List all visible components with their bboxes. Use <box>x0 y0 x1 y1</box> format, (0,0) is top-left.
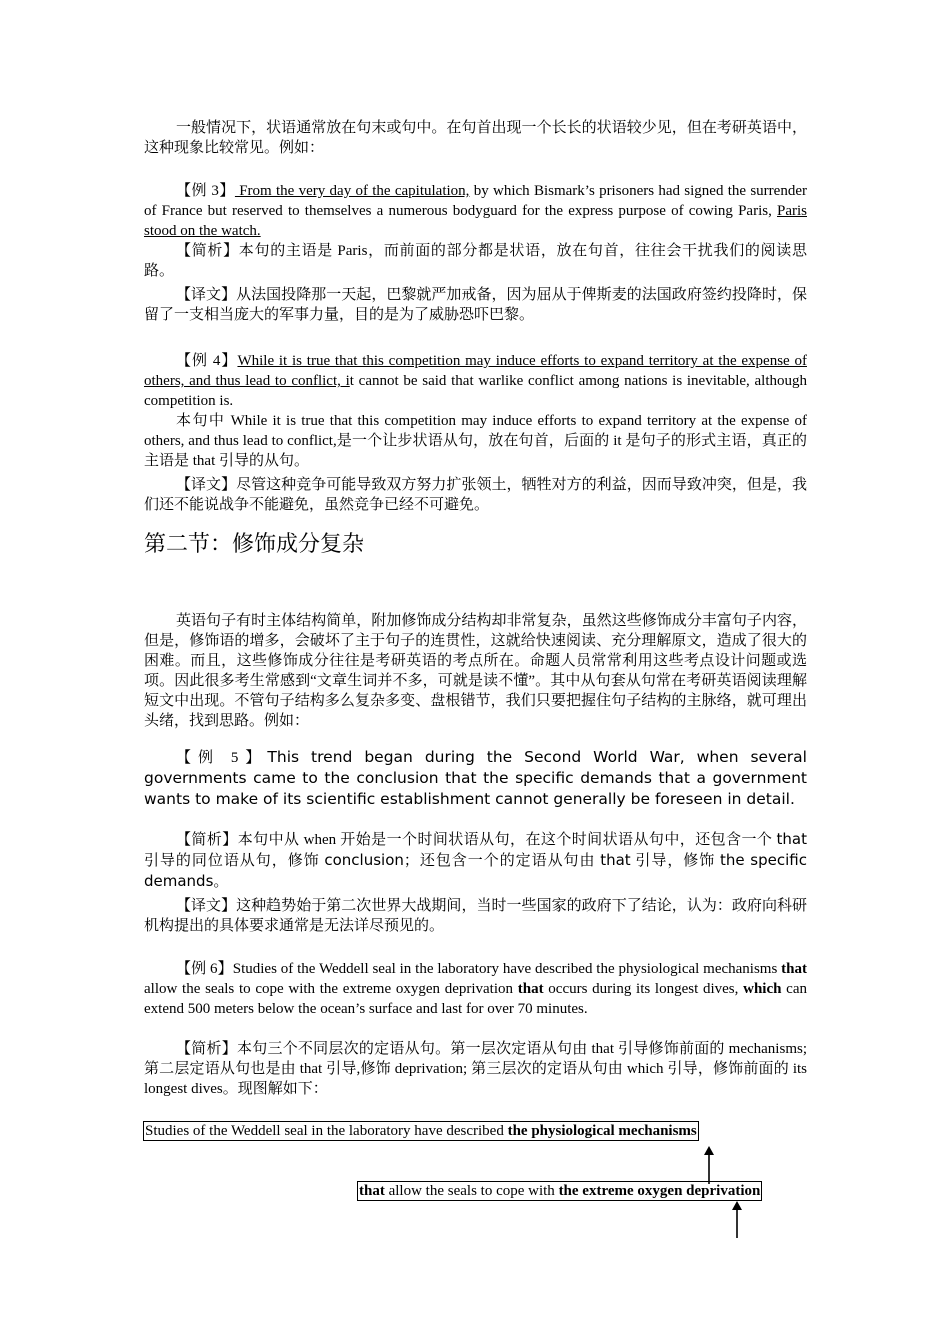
example-3-underlined-adverbial: From the very day of the capitulation, <box>234 183 470 199</box>
example-3-underlined-main: Paris stood on the watch. <box>144 203 807 239</box>
example-5-analysis: 【简析】本句中从 when 开始是一个时间状语从句，在这个时间状语从句中，还包含一个 that 引导的同位语从句，修饰 conclusion；还包含一个的定语从句由 that 引导，修饰 the specific demands。 <box>144 830 807 890</box>
example-5-translation: 【译文】这种趋势始于第二次世界大战期间，当时一些国家的政府下了结论，认为：政府向科研机构提出的具体要求通常是无法详尽预见的。 <box>144 898 807 934</box>
example-4-analysis: 本句中 While it is true that this competition may induce efforts to expand territory at the expense of others, and thus lead to conflict,是一个让步状语从句，放在句首，后面的 it 是句子的形式主语，真正的主语是 that 引导的从句。 <box>144 413 807 469</box>
example-5-label: 【例 5】 <box>176 750 268 766</box>
example-4-text: t cannot be said that warlike conflict among nations is inevitable, although competition is. <box>144 373 807 409</box>
example-5-sentence <box>144 747 807 810</box>
diagram-box-main-clause: Studies of the Weddell seal in the laboratory have described the physiological mechanisms <box>145 1123 697 1139</box>
example-4-translation: 【译文】尽管这种竞争可能导致双方努力扩张领土，牺牲对方的利益，因而导致冲突，但是，我们还不能说战争不能避免，虽然竞争已经不可避免。 <box>144 477 807 513</box>
example-4-label: 【例 4】 <box>176 353 238 369</box>
example-3-analysis: 【简析】本句的主语是 Paris，而前面的部分都是状语，放在句首，往往会干扰我们的阅读思路。 <box>144 243 807 279</box>
section-intro-paragraph: 英语句子有时主体结构简单，附加修饰成分结构却非常复杂，虽然这些修饰成分丰富句子内容，但是，修饰语的增多，会破坏了主于句子的连贯性，这就给快速阅读、充分理解原文，造成了很大的困难。而且，这些修饰成分往往是考研英语的考点所在。命题人员常常利用这些考点设计问题或选项。因此很多考生常感到“文章生词并不多，可就是读不懂”。其中从句套从句常在考研英语阅读理解短文中出现。不管句子结构多么复杂多变、盘根错节，我们只要把握住句子结构的主脉络，就可理出头绪，找到思路。例如： <box>144 613 807 729</box>
example-4-sentence <box>144 351 807 411</box>
example-4-underlined-clause: While it is true that this competition may induce efforts to expand territory at the expense of others, and thus lead to conflict, i <box>144 353 807 389</box>
example-5-text: This trend began during the Second World War, when several governments came to the conclusion that the specific demands that a government wants to make of its scientific establishment cannot generally be foreseen in detail. <box>144 748 807 808</box>
example-3-sentence <box>144 181 807 241</box>
example-3-label: 【例 3】 <box>176 183 235 199</box>
example-6-sentence: 【例 6】Studies of the Weddell seal in the laboratory have described the physiological mechanisms that allow the seals to cope with the extreme oxygen deprivation that occurs during its longest dives, which can extend 500 meters below the ocean’s surface and last for over 70 minutes. <box>144 961 807 1017</box>
example-6-analysis: 【简析】本句三个不同层次的定语从句。第一层次定语从句由 that 引导修饰前面的 mechanisms;第二层定语从句也是由 that 引导,修饰 deprivation; 第三层次的定语从句由 which 引导，修饰前面的 its longest dives。现图解如下： <box>144 1041 807 1097</box>
diagram-box-first-relative-clause: that allow the seals to cope with the extreme oxygen deprivation <box>359 1183 761 1199</box>
section-heading: 第二节：修饰成分复杂 <box>144 532 365 557</box>
example-3-translation: 【译文】从法国投降那一天起，巴黎就严加戒备，因为屈从于俾斯麦的法国政府签约投降时，保留了一支相当庞大的军事力量，目的是为了威胁恐吓巴黎。 <box>144 287 807 323</box>
example-6-label: 【例 6】 <box>176 961 233 977</box>
diagram-arrow-up-1 <box>700 1146 718 1186</box>
diagram-arrow-up-2 <box>728 1201 746 1239</box>
example-3-text: by which Bismark’s prisoners had signed the surrender of France but reserved to themselves a numerous bodyguard for the express purpose of cowing Paris, <box>144 183 807 219</box>
intro-paragraph: 一般情况下，状语通常放在句末或句中。在句首出现一个长长的状语较少见，但在考研英语中，这种现象比较常见。例如： <box>144 120 807 156</box>
